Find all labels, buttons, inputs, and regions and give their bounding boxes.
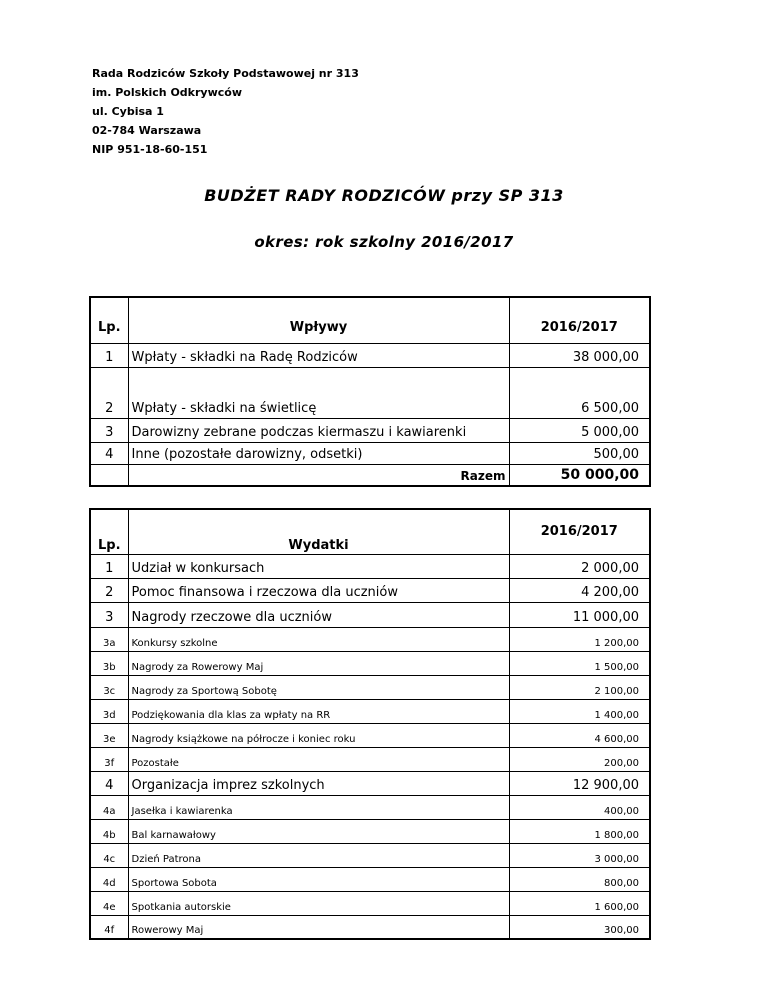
row-lp: 4e [90,891,128,915]
total-empty-cell [90,464,128,486]
row-amount: 3 000,00 [509,843,650,867]
row-label: Inne (pozostałe darowizny, odsetki) [128,442,509,464]
address-line: im. Polskich Odkrywców [92,86,242,99]
row-lp: 3b [90,651,128,675]
table-row [90,367,650,418]
table-row [90,418,650,442]
total-amount: 50 000,00 [509,464,650,486]
table-row [90,578,650,602]
table-row [90,723,650,747]
row-amount: 1 500,00 [509,651,650,675]
row-amount: 1 400,00 [509,699,650,723]
row-label: Podziękowania dla klas za wpłaty na RR [128,699,509,723]
row-lp: 3c [90,675,128,699]
row-lp: 3 [90,602,128,627]
row-label: Nagrody rzeczowe dla uczniów [128,602,509,627]
row-lp: 1 [90,554,128,578]
row-label: Wpłaty - składki na świetlicę [128,367,509,418]
expenses-header-lp: Lp. [90,509,128,554]
row-label: Dzień Patrona [128,843,509,867]
row-lp: 4a [90,795,128,819]
table-row [90,699,650,723]
expenses-table [89,508,651,940]
expenses-header-row [90,509,650,554]
row-amount: 1 800,00 [509,819,650,843]
address-line: ul. Cybisa 1 [92,105,164,118]
table-row [90,795,650,819]
row-lp: 4b [90,819,128,843]
table-row [90,602,650,627]
row-label: Konkursy szkolne [128,627,509,651]
row-label: Wpłaty - składki na Radę Rodziców [128,343,509,367]
row-label: Spotkania autorskie [128,891,509,915]
row-lp: 2 [90,367,128,418]
row-lp: 4f [90,915,128,939]
row-label: Darowizny zebrane podczas kiermaszu i kawiarenki [128,418,509,442]
table-row [90,747,650,771]
row-label: Sportowa Sobota [128,867,509,891]
row-lp: 3a [90,627,128,651]
row-lp: 3f [90,747,128,771]
row-lp: 4c [90,843,128,867]
income-header-lp: Lp. [90,297,128,343]
row-lp: 4 [90,771,128,795]
row-label: Jasełka i kawiarenka [128,795,509,819]
organization-address [92,64,359,159]
row-label: Nagrody za Rowerowy Maj [128,651,509,675]
expenses-header-label: Wydatki [128,509,509,554]
row-lp: 3e [90,723,128,747]
income-header-label: Wpływy [128,297,509,343]
row-label: Rowerowy Maj [128,915,509,939]
table-row [90,915,650,939]
row-amount: 400,00 [509,795,650,819]
row-lp: 3 [90,418,128,442]
income-table [89,296,651,487]
row-amount: 2 100,00 [509,675,650,699]
table-row [90,891,650,915]
row-amount: 38 000,00 [509,343,650,367]
row-amount: 12 900,00 [509,771,650,795]
income-total-row [90,464,650,486]
expenses-header-year: 2016/2017 [509,509,650,554]
table-row [90,554,650,578]
table-row [90,867,650,891]
row-amount: 500,00 [509,442,650,464]
row-amount: 6 500,00 [509,367,650,418]
address-line: NIP 951-18-60-151 [92,143,208,156]
row-amount: 1 600,00 [509,891,650,915]
row-amount: 5 000,00 [509,418,650,442]
row-lp: 1 [90,343,128,367]
row-amount: 2 000,00 [509,554,650,578]
total-label: Razem [128,464,509,486]
row-label: Pomoc finansowa i rzeczowa dla uczniów [128,578,509,602]
row-lp: 4d [90,867,128,891]
income-header-row [90,297,650,343]
table-row [90,651,650,675]
row-lp: 4 [90,442,128,464]
row-lp: 3d [90,699,128,723]
row-amount: 4 200,00 [509,578,650,602]
row-label: Nagrody książkowe na półrocze i koniec roku [128,723,509,747]
document-period: okres: rok szkolny 2016/2017 [254,233,514,251]
row-amount: 1 200,00 [509,627,650,651]
row-amount: 800,00 [509,867,650,891]
row-amount: 11 000,00 [509,602,650,627]
table-row [90,843,650,867]
table-row [90,771,650,795]
table-row [90,442,650,464]
address-line: 02-784 Warszawa [92,124,202,137]
table-row [90,675,650,699]
row-amount: 300,00 [509,915,650,939]
table-row [90,819,650,843]
row-label: Pozostałe [128,747,509,771]
document-title: BUDŻET RADY RODZICÓW przy SP 313 [204,186,564,205]
row-amount: 200,00 [509,747,650,771]
row-lp: 2 [90,578,128,602]
table-row [90,343,650,367]
row-label: Bal karnawałowy [128,819,509,843]
row-label: Nagrody za Sportową Sobotę [128,675,509,699]
address-line: Rada Rodziców Szkoły Podstawowej nr 313 [92,67,359,80]
row-label: Udział w konkursach [128,554,509,578]
row-amount: 4 600,00 [509,723,650,747]
income-header-year: 2016/2017 [509,297,650,343]
table-row [90,627,650,651]
row-label: Organizacja imprez szkolnych [128,771,509,795]
